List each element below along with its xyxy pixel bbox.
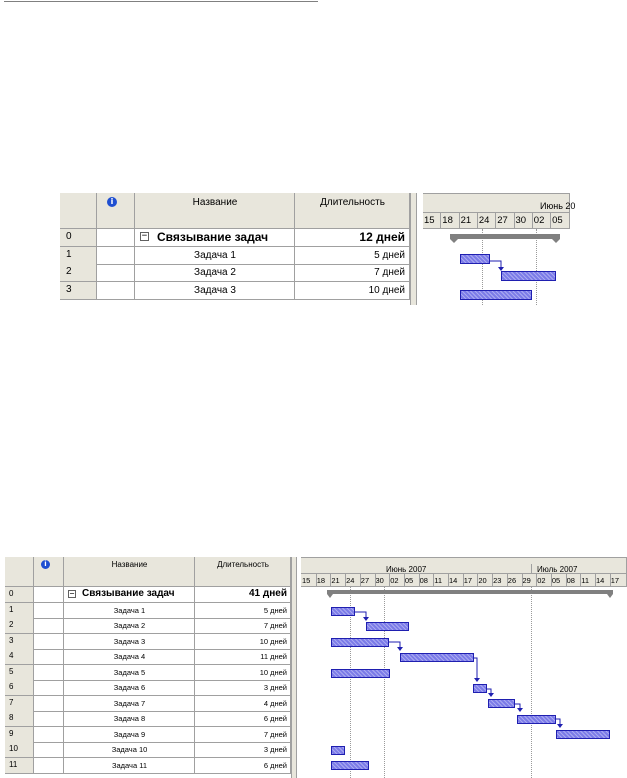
day-divider <box>532 213 533 229</box>
day-divider <box>448 574 449 587</box>
task-name-cell[interactable] <box>64 634 195 650</box>
row-id-cell[interactable] <box>5 696 34 712</box>
task-duration-cell[interactable] <box>195 727 291 743</box>
task-duration-cell[interactable] <box>195 634 291 650</box>
day-label: 23 <box>493 576 502 585</box>
name-header-label: Название <box>111 560 148 569</box>
day-label: 21 <box>331 576 340 585</box>
task-name-cell[interactable] <box>64 711 195 727</box>
day-divider <box>551 574 552 587</box>
task-duration: 5 дней <box>374 250 405 261</box>
info-icon: i <box>41 560 50 569</box>
indicator-cell <box>34 665 64 681</box>
day-divider <box>360 574 361 587</box>
indicator-cell <box>97 264 135 282</box>
day-label: 18 <box>442 215 453 226</box>
day-divider <box>459 213 460 229</box>
task-name: Задача 2 <box>113 621 146 630</box>
day-divider <box>440 213 441 229</box>
day-label: 05 <box>552 215 563 226</box>
separator-line <box>4 1 318 2</box>
day-label: 08 <box>566 576 575 585</box>
collapse-icon[interactable]: − <box>69 589 75 598</box>
row-id: 2 <box>66 266 72 277</box>
task-name-cell[interactable] <box>135 247 295 265</box>
day-divider <box>492 574 493 587</box>
day-label: 15 <box>424 215 435 226</box>
task-name-cell[interactable] <box>64 618 195 634</box>
task-bar[interactable] <box>331 669 390 678</box>
indicator-cell <box>34 603 64 619</box>
indicator-cell <box>34 742 64 758</box>
day-divider <box>316 574 317 587</box>
task-duration-cell[interactable] <box>195 665 291 681</box>
gantt-chart-small <box>60 193 576 305</box>
task-duration: 3 дней <box>263 683 287 692</box>
day-label: 05 <box>551 576 561 585</box>
day-label: 17 <box>463 576 473 585</box>
row-id: 10 <box>9 744 18 753</box>
day-label: 02 <box>533 215 545 226</box>
day-divider <box>507 574 508 587</box>
indicator-cell <box>97 247 135 265</box>
summary-bar <box>327 590 613 598</box>
day-label: 20 <box>478 576 487 585</box>
row-id: 11 <box>9 760 18 769</box>
task-name: Задача 3 <box>194 285 236 296</box>
dependency-arrow <box>490 261 501 268</box>
day-divider <box>522 574 523 587</box>
task-duration-cell[interactable] <box>295 282 410 300</box>
day-divider <box>330 574 331 587</box>
dependency-arrowhead <box>557 724 563 728</box>
row-id-cell[interactable] <box>60 282 97 300</box>
row-id: 1 <box>66 249 72 260</box>
row-id-cell[interactable] <box>60 229 97 247</box>
task-bar[interactable] <box>331 746 345 755</box>
day-label: 14 <box>596 576 605 585</box>
task-bar[interactable] <box>400 653 474 662</box>
row-id: 6 <box>9 682 14 691</box>
task-duration: 6 дней <box>263 761 287 770</box>
task-name: Связывание задач <box>82 588 175 599</box>
task-duration: 4 дней <box>263 699 287 708</box>
indicator-cell <box>34 587 64 603</box>
day-label: 11 <box>581 576 590 585</box>
row-id-cell[interactable] <box>5 742 34 758</box>
day-divider <box>477 574 478 587</box>
task-duration: 7 дней <box>263 621 287 630</box>
task-name: Задача 5 <box>113 668 146 677</box>
row-id: 9 <box>9 729 14 738</box>
day-label: 02 <box>537 576 546 585</box>
day-label: 29 <box>522 576 531 585</box>
row-id-cell[interactable] <box>5 727 34 743</box>
task-name-cell[interactable] <box>64 649 195 665</box>
day-divider <box>477 213 478 229</box>
indicator-cell <box>34 680 64 696</box>
task-duration-cell[interactable] <box>195 649 291 665</box>
day-divider <box>463 574 464 587</box>
day-label: 24 <box>346 576 355 585</box>
task-name: Задача 4 <box>113 652 146 661</box>
day-label: 15 <box>302 576 311 585</box>
day-label: 05 <box>404 576 414 585</box>
day-divider <box>550 213 551 229</box>
day-label: 24 <box>478 215 490 226</box>
indicator-cell <box>34 758 64 774</box>
dependency-arrow <box>474 658 477 679</box>
row-id-cell[interactable] <box>5 603 34 619</box>
dependency-arrowhead <box>517 708 523 712</box>
task-name: Задача 3 <box>113 637 146 646</box>
month-label: Июль 2007 <box>537 565 578 574</box>
task-name: Задача 10 <box>111 745 148 754</box>
dependency-arrowhead <box>474 678 480 682</box>
task-name: Задача 1 <box>113 606 146 615</box>
row-id-cell[interactable] <box>60 264 97 282</box>
collapse-icon[interactable]: − <box>141 231 148 241</box>
task-duration: 10 дней <box>259 637 287 646</box>
row-id: 8 <box>9 713 14 722</box>
task-bar[interactable] <box>331 761 369 770</box>
day-label: 27 <box>360 576 370 585</box>
task-duration: 10 дней <box>259 668 287 677</box>
task-name-cell[interactable] <box>64 758 195 774</box>
indicator-cell <box>34 618 64 634</box>
day-label: 26 <box>507 576 517 585</box>
task-duration-cell[interactable] <box>195 742 291 758</box>
row-id: 0 <box>9 589 14 598</box>
task-duration: 5 дней <box>263 606 287 615</box>
task-name: Задача 2 <box>194 267 236 278</box>
task-bar[interactable] <box>488 699 515 708</box>
task-name-cell[interactable] <box>135 229 295 247</box>
task-name-cell[interactable] <box>64 587 195 603</box>
task-duration-cell[interactable] <box>295 264 410 282</box>
summary-bar <box>450 234 560 243</box>
duration-header-label: Длительность <box>320 197 385 208</box>
task-name: Задача 11 <box>111 761 148 770</box>
row-id: 3 <box>66 284 72 295</box>
row-id-cell[interactable] <box>5 665 34 681</box>
row-id: 2 <box>9 620 14 629</box>
row-id-cell[interactable] <box>5 634 34 650</box>
indicator-cell <box>97 282 135 300</box>
task-duration-cell[interactable] <box>195 758 291 774</box>
row-id-cell[interactable] <box>60 247 97 265</box>
task-duration: 7 дней <box>263 730 287 739</box>
day-divider <box>495 213 496 229</box>
task-name-cell[interactable] <box>64 680 195 696</box>
day-divider <box>514 213 515 229</box>
task-duration-cell[interactable] <box>295 247 410 265</box>
day-divider <box>345 574 346 587</box>
task-name: Связывание задач <box>157 230 269 244</box>
day-divider <box>566 574 567 587</box>
row-id-cell[interactable] <box>5 618 34 634</box>
day-label: 14 <box>449 576 458 585</box>
indicator-cell <box>97 229 135 247</box>
row-id-cell[interactable] <box>5 711 34 727</box>
indicator-cell <box>34 634 64 650</box>
task-duration: 41 дней <box>249 588 287 599</box>
name-header-label: Название <box>192 197 238 208</box>
day-divider <box>419 574 420 587</box>
row-id-cell[interactable] <box>5 587 34 603</box>
task-name-cell[interactable] <box>64 665 195 681</box>
row-id: 4 <box>9 651 14 660</box>
task-duration-cell[interactable] <box>195 711 291 727</box>
day-divider <box>536 574 537 587</box>
task-duration-cell[interactable] <box>195 696 291 712</box>
task-bar[interactable] <box>331 638 389 647</box>
day-label: 21 <box>460 215 472 226</box>
indicator-cell <box>34 711 64 727</box>
task-bar[interactable] <box>460 290 532 300</box>
row-id-cell[interactable] <box>5 680 34 696</box>
day-divider <box>404 574 405 587</box>
row-id-cell[interactable] <box>5 649 34 665</box>
row-id: 1 <box>9 605 14 614</box>
task-name: Задача 7 <box>113 699 146 708</box>
task-name: Задача 1 <box>194 250 236 261</box>
task-duration: 11 дней <box>260 652 287 661</box>
day-divider <box>389 574 390 587</box>
info-icon: i <box>107 197 117 207</box>
day-label: 08 <box>419 576 428 585</box>
task-name-cell[interactable] <box>135 264 295 282</box>
task-name: Задача 9 <box>113 730 146 739</box>
indicator-cell <box>34 727 64 743</box>
task-duration: 3 дней <box>263 745 287 754</box>
day-label: 17 <box>610 576 620 585</box>
task-bar[interactable] <box>473 684 487 693</box>
row-id: 5 <box>9 667 14 676</box>
row-id-cell[interactable] <box>5 758 34 774</box>
task-duration-cell[interactable] <box>195 587 291 603</box>
task-name: Задача 8 <box>113 714 146 723</box>
dependency-arrowhead <box>488 693 494 697</box>
task-duration-cell[interactable] <box>195 603 291 619</box>
month-label: Июнь 2007 <box>386 565 427 574</box>
day-label: 30 <box>515 215 527 226</box>
dependency-arrowhead <box>397 647 403 651</box>
task-duration-cell[interactable] <box>195 680 291 696</box>
task-duration: 10 дней <box>368 285 405 296</box>
task-bar[interactable] <box>460 254 490 264</box>
day-label: 30 <box>375 576 384 585</box>
task-bar[interactable] <box>331 607 355 616</box>
task-bar[interactable] <box>556 730 610 739</box>
day-divider <box>595 574 596 587</box>
duration-header-label: Длительность <box>217 560 269 569</box>
task-duration: 12 дней <box>359 230 405 244</box>
day-divider <box>580 574 581 587</box>
day-label: 27 <box>497 215 508 226</box>
task-name: Задача 6 <box>113 683 146 692</box>
month-label: Июнь 20 <box>540 201 576 211</box>
task-name-cell[interactable] <box>135 282 295 300</box>
task-duration-cell[interactable] <box>295 229 410 247</box>
dependency-arrowhead <box>363 617 369 621</box>
task-name-cell[interactable] <box>64 603 195 619</box>
row-id: 0 <box>66 231 72 242</box>
day-label: 02 <box>390 576 399 585</box>
day-divider <box>375 574 376 587</box>
task-bar[interactable] <box>366 622 409 631</box>
task-duration: 6 дней <box>263 714 287 723</box>
task-bar[interactable] <box>501 271 556 281</box>
row-id: 3 <box>9 636 14 645</box>
task-duration: 7 дней <box>374 267 405 278</box>
task-name-cell[interactable] <box>64 742 195 758</box>
indicator-cell <box>34 649 64 665</box>
day-divider <box>433 574 434 587</box>
day-divider <box>610 574 611 587</box>
indicator-cell <box>34 696 64 712</box>
task-bar[interactable] <box>517 715 556 724</box>
row-id: 7 <box>9 698 14 707</box>
day-label: 11 <box>434 576 443 585</box>
day-label: 18 <box>316 576 326 585</box>
task-name-cell[interactable] <box>64 696 195 712</box>
task-duration-cell[interactable] <box>195 618 291 634</box>
task-name-cell[interactable] <box>64 727 195 743</box>
gantt-chart-large <box>5 557 627 778</box>
